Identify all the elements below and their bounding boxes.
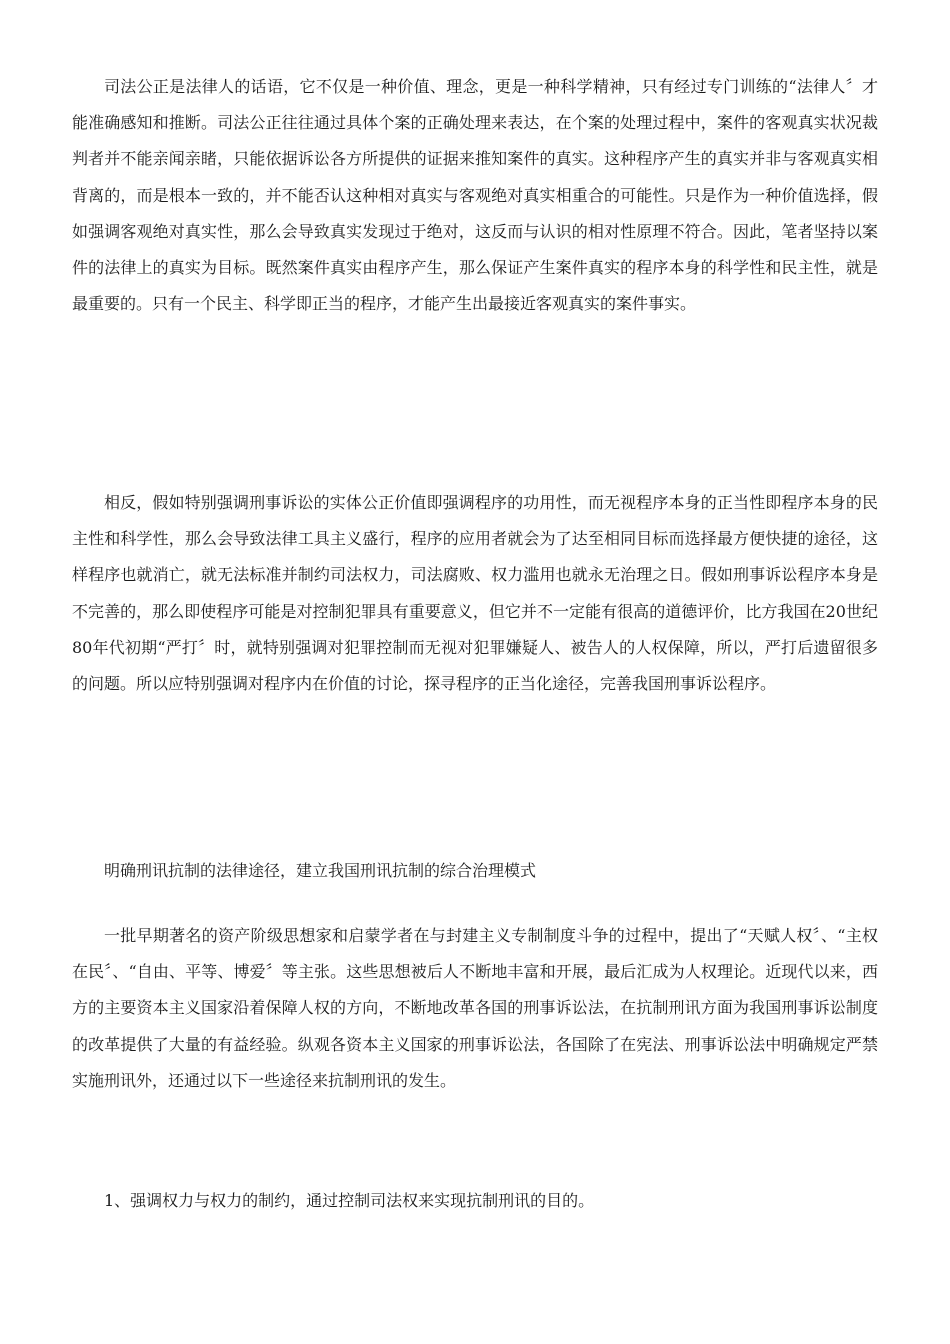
- paragraph-judicial-fairness: 司法公正是法律人的话语，它不仅是一种价值、理念，更是一种科学精神，只有经过专门训练的“法律人〞才能准确感知和推断。司法公正往往通过具体个案的正确处理来表达，在个案的处理过程中，案件的客观真实状况裁判者并不能亲闻亲睹，只能依据诉讼各方所提供的证据来推知案件的真实。这种程序产生的真实并非与客观真实相背离的，而是根本一致的，并不能否认这种相对真实与客观绝对真实相重合的可能性。只是作为一种价值选择，假如强调客观绝对真实性，那么会导致真实发现过于绝对，这反而与认识的相对性原理不符合。因此，笔者坚持以案件的法律上的真实为目标。既然案件真实由程序产生，那么保证产生案件真实的程序本身的科学性和民主性，就是最重要的。只有一个民主、科学即正当的程序，才能产生出最接近客观真实的案件事实。: [72, 77, 878, 314]
- paragraph-human-rights-history: 一批早期著名的资产阶级思想家和启蒙学者在与封建主义专制制度斗争的过程中，提出了“天赋人权〞、“主权在民〞、“自由、平等、博爱〞等主张。这些思想被后人不断地丰富和开展，最后汇成为人权理论。近现代以来，西方的主要资本主义国家沿着保障人权的方向，不断地改革各国的刑事诉讼法，在抗制刑讯方面为我国刑事诉讼制度的改革提供了大量的有益经验。纵观各资本主义国家的刑事诉讼法，各国除了在宪法、刑事诉讼法中明确规定严禁实施刑讯外，还通过以下一些途径来抗制刑讯的发生。: [72, 926, 878, 1090]
- paragraph-procedural-value: 相反，假如特别强调刑事诉讼的实体公正价值即强调程序的功用性，而无视程序本身的正当性即程序本身的民主性和科学性，那么会导致法律工具主义盛行，程序的应用者就会为了达至相同目标而选择最方便快捷的途径，这样程序也就消亡，就无法标准并制约司法权力，司法腐败、权力滥用也就永无治理之日。假如刑事诉讼程序本身是不完善的，那么即使程序可能是对控制犯罪具有重要意义，但它并不一定能有很高的道德评价，比方我国在20世纪80年代初期“严打〞时，就特别强调对犯罪控制而无视对犯罪嫌疑人、被告人的人权保障，所以，严打后遗留很多的问题。所以应特别强调对程序内在价值的讨论，探寻程序的正当化途径，完善我国刑事诉讼程序。: [72, 493, 878, 694]
- section-heading: 明确刑讯抗制的法律途径，建立我国刑讯抗制的综合治理模式: [104, 861, 537, 880]
- list-item-power-restraint: 1、强调权力与权力的制约，通过控制司法权来实现抗制刑讯的目的。: [104, 1191, 595, 1210]
